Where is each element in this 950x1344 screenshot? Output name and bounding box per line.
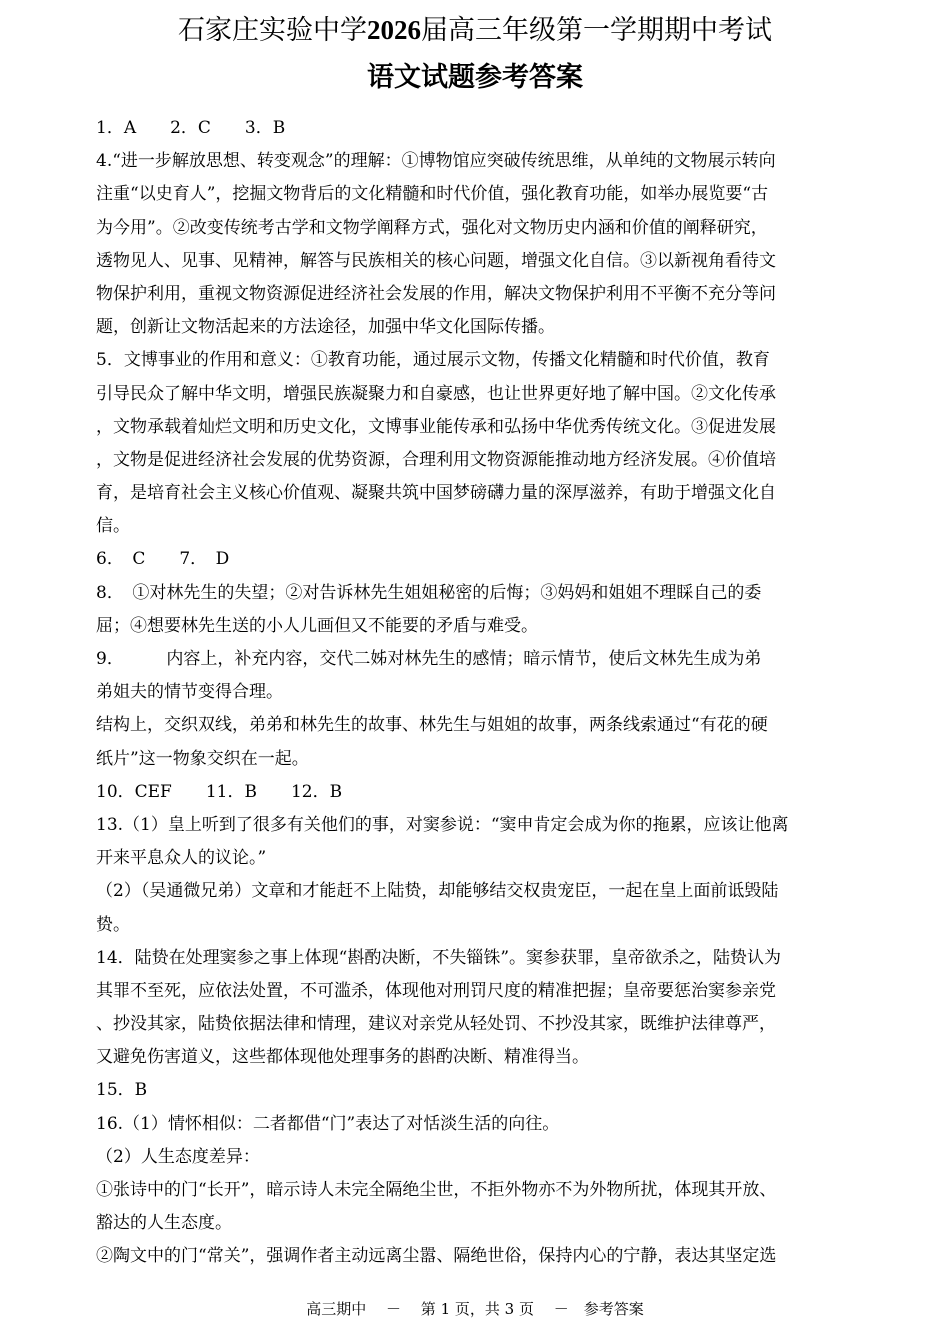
answer-line: （2）（吴通微兄弟）文章和才能赶不上陆贽，却能够结交权贵宠臣，一起在皇上面前诋毁陆 (96, 881, 779, 902)
answer-line: 又避免伤害道义，这些都体现他处理事务的斟酌决断、精准得当。 (96, 1047, 589, 1068)
answer-line: ②陶文中的门“常关”，强调作者主动远离尘嚣、隔绝世俗，保持内心的宁静，表达其坚定选 (96, 1246, 777, 1267)
answer-line: 6． C 7． D (96, 549, 230, 570)
exam-title-school: 石家庄实验中学 (178, 15, 367, 46)
answer-line: 14．陆贽在处理窦参之事上体现“斟酌决断，不失锱铢”。窦参获罪，皇帝欲杀之，陆贽认为 (96, 947, 782, 968)
exam-subtitle: 语文试题参考答案 (367, 62, 583, 93)
answer-body (96, 112, 856, 1274)
answer-line: 题，创新让文物活起来的方法途径，加强中华文化国际传播。 (96, 317, 555, 338)
answer-line: （2）人生态度差异： (96, 1146, 260, 1167)
answer-line: 16.（1）情怀相似：二者都借“门”表达了对恬淡生活的向往。 (96, 1113, 560, 1134)
answer-line: 9． 内容上，补充内容，交代二姊对林先生的感情；暗示情节，使后文林先生成为弟 (96, 649, 762, 669)
answer-line: ，文物承载着灿烂文明和历史文化，文博事业能传承和弘扬中华优秀传统文化。③促进发展 (96, 416, 776, 437)
answer-line: 屈；④想要林先生送的小人儿画但又不能要的矛盾与难受。 (96, 615, 538, 636)
answer-line: ，文物是促进经济社会发展的优势资源，合理利用文物资源能推动地方经济发展。④价值培 (96, 449, 776, 470)
answer-line: 5．文博事业的作用和意义：①教育功能，通过展示文物，传播文化精髓和时代价值，教育 (96, 350, 770, 371)
answer-line: 、抄没其家，陆贽依据法律和情理，建议对亲党从轻处罚、不抄没其家，既维护法律尊严， (96, 1014, 776, 1035)
answer-line: 13.（1）皇上听到了很多有关他们的事，对窦参说：“窦申肯定会成为你的拖累，应该让他离 (96, 814, 789, 835)
answer-line: 15．B (96, 1080, 148, 1101)
exam-title-rest: 届高三年级第一学期期中考试 (421, 15, 772, 46)
page-footer: 高三期中 － 第 1 页，共 3 页 － 参考答案 (306, 1300, 644, 1318)
answer-line: 育，是培育社会主义核心价值观、凝聚共筑中国梦磅礴力量的深厚滋养，有助于增强文化自 (96, 483, 776, 504)
answer-line: 透物见人、见事、见精神，解答与民族相关的核心问题，增强文化自信。③以新视角看待文 (96, 250, 776, 271)
answer-line: 4.“进一步解放思想、转变观念”的理解：①博物馆应突破传统思维，从单纯的文物展示转向 (96, 151, 776, 172)
answer-line: 注重“以史育人”，挖掘文物背后的文化精髓和时代价值，强化教育功能，如举办展览要“古 (96, 184, 769, 205)
answer-line: 10．CEF 11．B 12．B (96, 781, 343, 802)
answer-line: 豁达的人生态度。 (96, 1213, 232, 1234)
answer-line: ①张诗中的门“长开”，暗示诗人未完全隔绝尘世，不拒外物亦不为外物所扰，体现其开放、 (96, 1180, 777, 1200)
answer-line: 贽。 (96, 914, 130, 935)
answer-line: 弟姐夫的情节变得合理。 (96, 682, 283, 703)
answer-line: 信。 (96, 516, 130, 537)
answer-line: 物保护利用，重视文物资源促进经济社会发展的作用，解决文物保护利用不平衡不充分等问 (96, 283, 776, 304)
answer-line: 开来平息众人的议论。” (96, 848, 267, 869)
answer-line: 8． ①对林先生的失望；②对告诉林先生姐姐秘密的后悔；③妈妈和姐姐不理睬自己的委 (96, 582, 762, 603)
answer-line: 纸片”这一物象交织在一起。 (96, 748, 309, 769)
answer-line: 为今用”。②改变传统考古学和文物学阐释方式，强化对文物历史内涵和价值的阐释研究， (96, 217, 768, 238)
answer-line: 1．A 2．C 3．B (96, 118, 286, 138)
exam-title-year: 2026 (367, 15, 421, 45)
answer-line: 引导民众了解中华文明，增强民族凝聚力和自豪感，也让世界更好地了解中国。②文化传承 (96, 383, 776, 404)
answer-line: 其罪不至死，应依法处置，不可滥杀，体现他对刑罚尺度的精准把握；皇帝要惩治窦参亲党 (96, 980, 776, 1001)
exam-title (0, 12, 950, 49)
answer-line: 结构上，交织双线，弟弟和林先生的故事、林先生与姐姐的故事，两条线索通过“有花的硬 (96, 715, 768, 736)
